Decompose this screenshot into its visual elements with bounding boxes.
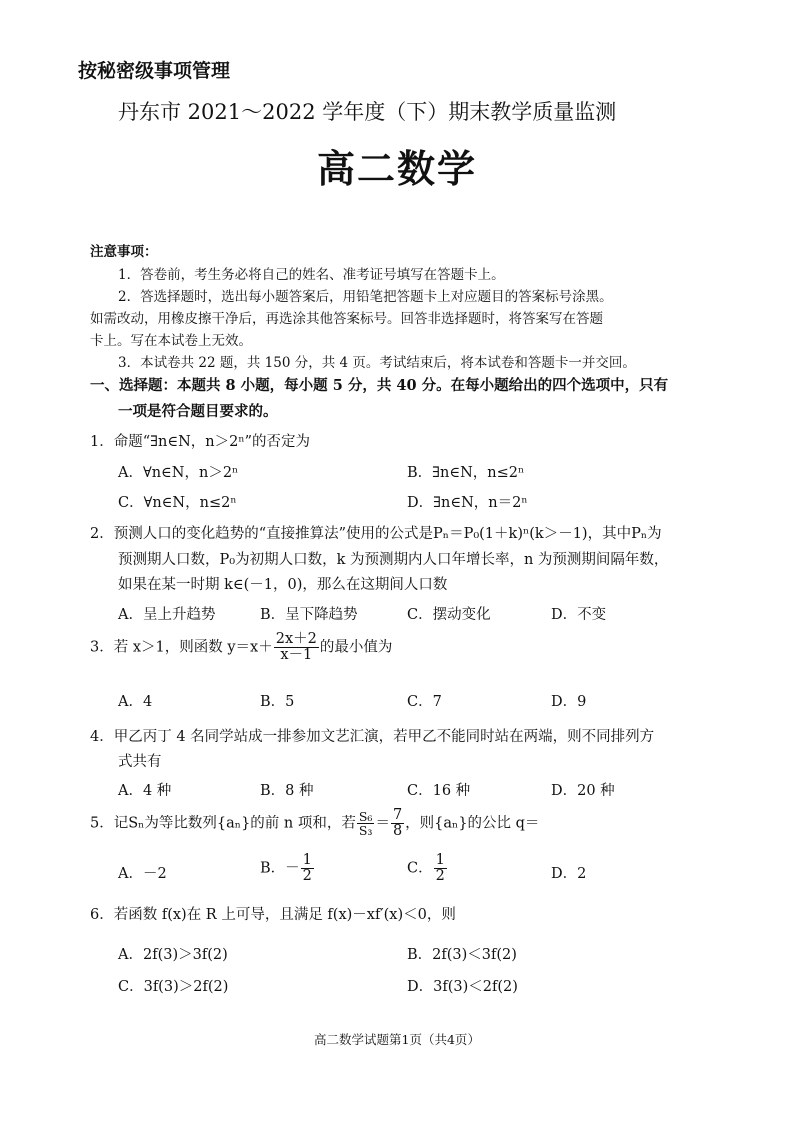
question-6-option-d: D．3f(3)＜2f(2) [407, 979, 518, 995]
notes-line: 卡上。写在本试卷上无效。 [90, 333, 252, 349]
fraction-numerator: 2x＋2 [275, 631, 317, 647]
question-2-line: 如果在某一时期 k∈(－1，0)，那么在这期间人口数 [118, 577, 448, 593]
question-5-prefix: 5．记Sₙ为等比数列{aₙ}的前 n 项和，若 [90, 815, 356, 832]
question-4-line: 4．甲乙丙丁 4 名同学站成一排参加文艺汇演，若甲乙不能同时站在两端，则不同排列方 [90, 729, 655, 745]
section-heading-cont: 一项是符合题目要求的。 [118, 403, 278, 420]
question-4-option-b: B．8 种 [260, 783, 314, 799]
question-5-option-a: A．－2 [118, 866, 167, 882]
question-6-option-a: A．2f(3)＞3f(2) [118, 947, 228, 963]
fraction [301, 853, 314, 884]
fraction [434, 853, 447, 884]
fraction [357, 810, 375, 837]
page-title: 高二数学 [316, 147, 477, 191]
question-1-option-c: C．∀n∈N，n≤2ⁿ [118, 495, 237, 511]
fraction-denominator: x－1 [280, 647, 313, 664]
fraction [274, 632, 319, 663]
notes-line: 如需改动，用橡皮擦干净后，再选涂其他答案标号。回答非选择题时，将答案写在答题 [90, 311, 603, 327]
question-3-option-b: B．5 [260, 694, 295, 710]
fraction-numerator: 1 [435, 852, 445, 868]
fraction-numerator: S₆ [358, 809, 373, 825]
fraction-denominator: S₃ [358, 823, 373, 839]
question-5-option-c [407, 853, 448, 884]
question-6-option-c: C．3f(3)＞2f(2) [118, 979, 229, 995]
question-3-option-c: C．7 [407, 694, 442, 710]
question-2-line: 预测期人口数，P₀为初期人口数，k 为预测期内人口年增长率，n 为预测期间隔年数， [118, 552, 669, 568]
fraction [391, 808, 404, 839]
question-4-option-c: C．16 种 [407, 783, 471, 799]
notes-line: 1．答卷前，考生务必将自己的姓名、准考证号填写在答题卡上。 [118, 267, 505, 283]
question-6-option-b: B．2f(3)＜3f(2) [407, 947, 517, 963]
notes-heading: 注意事项： [90, 244, 158, 260]
question-2-line: 2．预测人口的变化趋势的“直接推算法”使用的公式是Pₙ＝P₀(1＋k)ⁿ(k＞－1)，其中Pₙ为 [90, 526, 662, 542]
question-2-option-d: D．不变 [551, 607, 607, 623]
question-1-option-d: D．∃n∈N，n＝2ⁿ [407, 495, 528, 511]
question-1-option-b: B．∃n∈N，n≤2ⁿ [407, 465, 525, 481]
question-3-suffix: 的最小值为 [319, 639, 393, 656]
fraction-denominator: 2 [435, 868, 445, 885]
question-6-stem: 6．若函数 f(x)在 R 上可导，且满足 f(x)－xf′(x)＜0，则 [90, 907, 456, 923]
fraction-numerator: 7 [392, 807, 403, 823]
question-5-option-d: D．2 [551, 866, 587, 882]
question-2-option-b: B．呈下降趋势 [260, 607, 358, 623]
question-4-line: 式共有 [118, 754, 162, 770]
notes-line: 2．答选择题时，选出每小题答案后，用铅笔把答题卡上对应题目的答案标号涂黑。 [118, 289, 613, 305]
equals-sign: ＝ [375, 815, 390, 832]
question-4-option-a: A．4 种 [118, 783, 172, 799]
question-5-suffix: ，则{aₙ}的公比 q＝ [405, 815, 540, 832]
question-2-option-c: C．摆动变化 [407, 607, 491, 623]
question-1-stem: 1．命题“∃n∈N，n＞2ⁿ”的否定为 [90, 434, 311, 450]
question-5-option-b [260, 853, 315, 884]
fraction-denominator: 2 [302, 868, 312, 885]
exam-subtitle: 丹东市 2021～2022 学年度（下）期末教学质量监测 [118, 100, 617, 124]
question-2-option-a: A．呈上升趋势 [118, 607, 216, 623]
question-3-option-a: A．4 [118, 694, 153, 710]
question-3-option-d: D．9 [551, 694, 587, 710]
section-heading: 一、选择题：本题共 8 小题，每小题 5 分，共 40 分。在每小题给出的四个选项中，只有 [90, 377, 669, 394]
confidentiality-label: 按秘密级事项管理 [78, 60, 231, 82]
question-3-stem [90, 632, 392, 663]
question-4-option-d: D．20 种 [551, 783, 615, 799]
notes-line: 3．本试卷共 22 题，共 150 分，共 4 页。考试结束后，将本试卷和答题卡一并交回。 [118, 355, 636, 371]
question-1-option-a: A．∀n∈N，n＞2ⁿ [118, 465, 239, 481]
question-5-stem [90, 808, 539, 839]
fraction-denominator: 8 [392, 823, 403, 840]
question-3-prefix: 3．若 x＞1，则函数 y＝x＋ [90, 639, 273, 656]
fraction-numerator: 1 [302, 852, 312, 868]
page-footer: 高二数学试题第1页（共4页） [314, 1032, 480, 1047]
option-b-prefix: B．－ [260, 860, 300, 877]
option-c-prefix: C． [407, 860, 433, 877]
